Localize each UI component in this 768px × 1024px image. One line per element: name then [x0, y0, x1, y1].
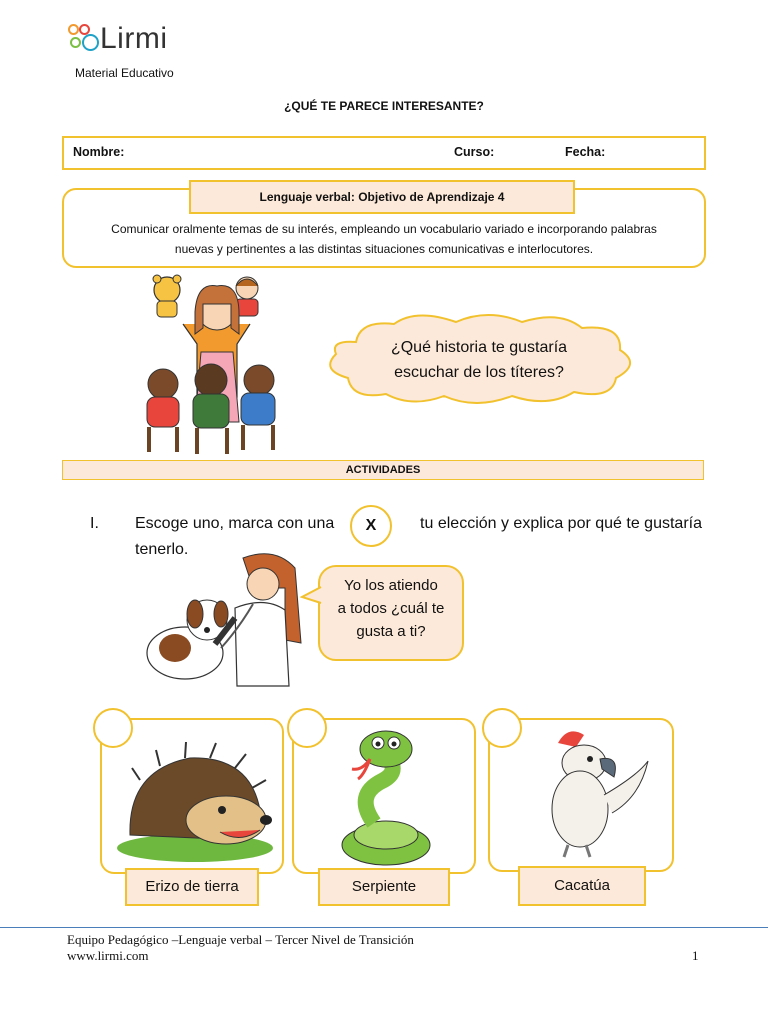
instruction-part-2: tu elección y explica por qué te gustaría	[420, 515, 702, 532]
cloud-question	[316, 335, 642, 385]
instruction-part-1: Escoge uno, marca con una	[135, 515, 335, 532]
page-number: 1	[692, 948, 699, 963]
vet-girl-figure	[215, 554, 301, 686]
teacher-puppets-illustration	[135, 272, 300, 457]
course-label: Curso:	[454, 145, 495, 159]
vet-dog-illustration	[135, 548, 305, 688]
cockatoo-mark-circle[interactable]	[482, 708, 522, 748]
hedgehog-mark-circle[interactable]	[93, 708, 133, 748]
page-title: ¿QUÉ TE PARECE INTERESANTE?	[284, 99, 484, 113]
date-label: Fecha:	[565, 145, 606, 159]
lirmi-logo-icon	[68, 24, 102, 54]
name-label: Nombre:	[73, 145, 125, 159]
footer-website: www.lirmi.com	[67, 948, 149, 963]
children-figures	[147, 364, 275, 454]
cloud-line-1: ¿Qué historia te gustaría	[390, 339, 568, 356]
cockatoo-label: Cacatúa	[518, 866, 646, 906]
tiger-puppet-icon	[153, 275, 181, 317]
objective-text	[64, 219, 704, 259]
hedgehog-icon	[110, 740, 280, 865]
snake-icon	[334, 725, 444, 870]
snake-mark-circle[interactable]	[287, 708, 327, 748]
speech-line-3: gusta a ti?	[356, 623, 426, 640]
instruction-line-2: tenerlo.	[135, 541, 189, 558]
objective-line-1: Comunicar oralmente temas de su interés, empleando un vocabulario variado e incorporando palabras	[111, 222, 657, 236]
objective-heading: Lenguaje verbal: Objetivo de Aprendizaje 4	[189, 180, 575, 214]
cloud-line-2: escuchar de los títeres?	[394, 364, 564, 381]
activity-number: I.	[90, 515, 99, 532]
x-mark-circle	[350, 505, 392, 547]
logo-text: Lirmi	[100, 22, 168, 55]
footer-rule	[0, 927, 768, 928]
logo-subtitle: Material Educativo	[75, 66, 174, 80]
cockatoo-icon	[528, 725, 658, 863]
snake-label: Serpiente	[318, 868, 450, 906]
speech-line-2: a todos ¿cuál te	[337, 600, 445, 617]
student-info-box	[62, 136, 706, 170]
x-mark: X	[365, 517, 377, 534]
activities-heading: ACTIVIDADES	[62, 460, 704, 480]
footer-credit: Equipo Pedagógico –Lenguaje verbal – Tercer Nivel de Transición	[67, 932, 414, 947]
speech-bubble-text	[318, 574, 464, 643]
objective-line-2: nuevas y pertinentes a las distintas situaciones comunicativas e interlocutores.	[174, 242, 594, 256]
hedgehog-label: Erizo de tierra	[125, 868, 259, 906]
speech-line-1: Yo los atiendo	[344, 577, 438, 594]
